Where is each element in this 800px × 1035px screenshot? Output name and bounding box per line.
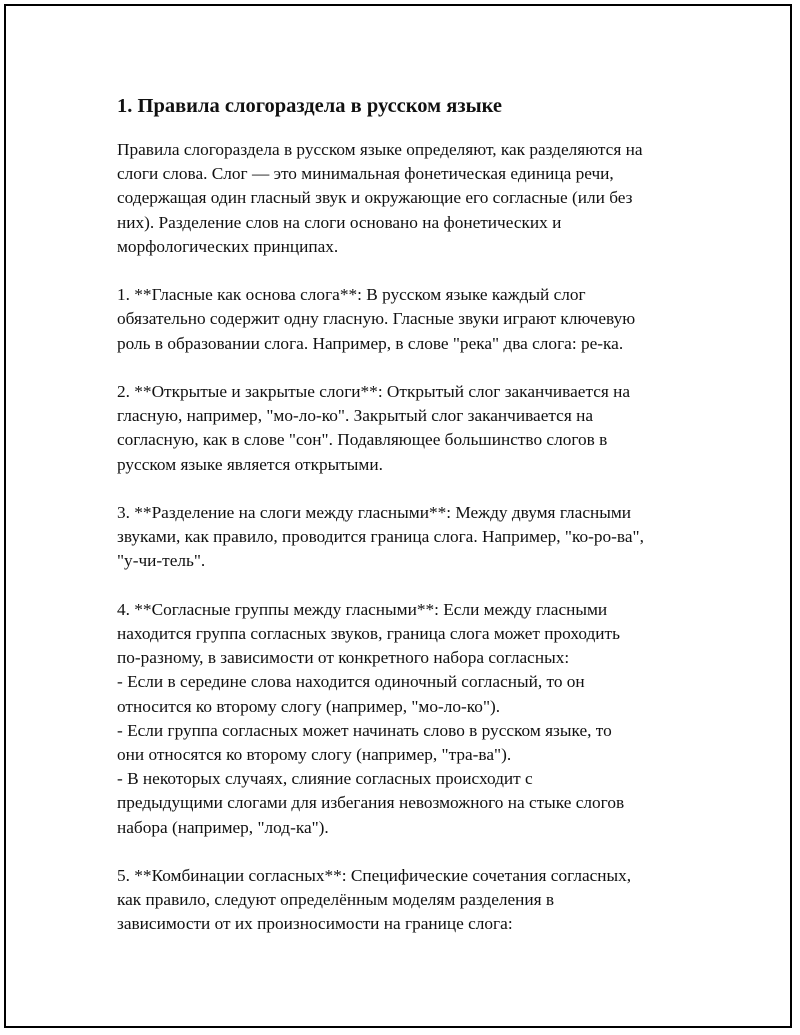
rule-4-paragraph: 4. **Согласные группы между гласными**: Если между гласными находится группа согласных звуков, граница слога может проходить по-разному, в зависимости от конкретного набора согласных: - Если в середине слова находится одиночный согласный, то он относится ко второму слогу (например, "мо-ло-ко"). - Если группа согласных может начинать слово в русском языке, то они относятся ко второму слогу (например, "тра-ва"). - В некоторых случаях, слияние согласных происходит с предыдущими слогами для избегания невозможного на стыке слогов набора (например, "лод-ка"). [117, 599, 625, 837]
rule-5-paragraph: 5. **Комбинации согласных**: Специфические сочетания согласных, как правило, следуют определённым моделям разделения в зависимости от их произносимости на границе слога: [117, 866, 632, 934]
document-body [117, 90, 687, 937]
intro-paragraph: Правила слогораздела в русском языке определяют, как разделяются на слоги слова. Слог — это минимальная фонетическая единица речи, содержащая один гласный звук и окружающие его согласные (или без них). Разделение слов на слоги основано на фонетических и морфологических принципах. [117, 140, 643, 256]
section-heading: 1. Правила слогораздела в русском языке [117, 95, 502, 117]
rule-1-paragraph: 1. **Гласные как основа слога**: В русском языке каждый слог обязательно содержит одну гласную. Гласные звуки играют ключевую роль в образовании слога. Например, в слове "река" два слога: ре-ка. [117, 285, 636, 353]
rule-2-paragraph: 2. **Открытые и закрытые слоги**: Открытый слог заканчивается на гласную, например, "мо-ло-ко". Закрытый слог заканчивается на согласную, как в слове "сон". Подавляющее большинство слогов в русском языке является открытыми. [117, 382, 631, 474]
rule-3-paragraph: 3. **Разделение на слоги между гласными**: Между двумя гласными звуками, как правило, проводится граница слога. Например, "ко-ро-ва", "у-чи-тель". [117, 503, 644, 571]
